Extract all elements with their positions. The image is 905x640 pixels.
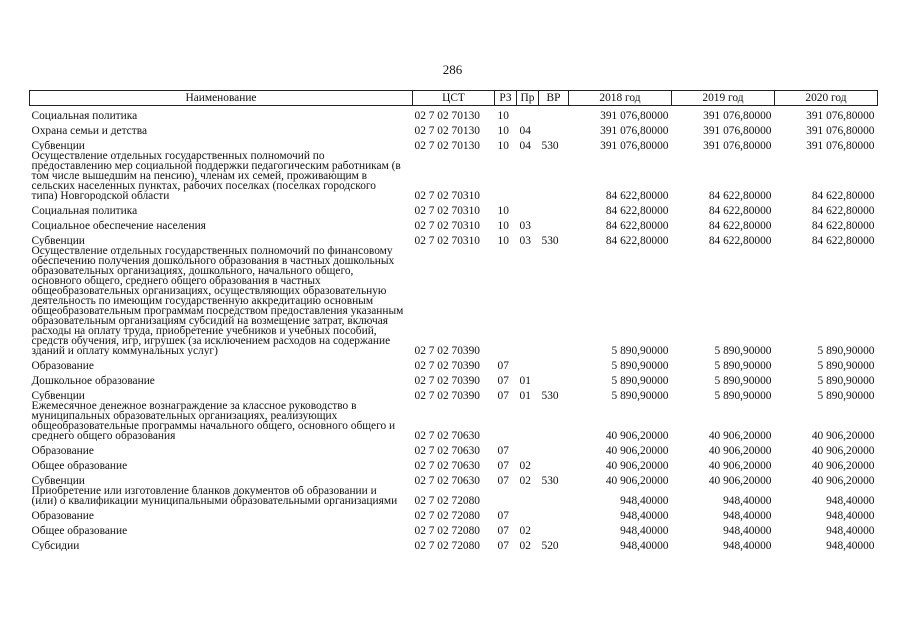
cell-cst: 02 7 02 70130: [414, 110, 480, 121]
cell-rz: 07: [497, 375, 509, 386]
cell-cst: 02 7 02 72080: [414, 510, 480, 521]
cell-2020: 5 890,90000: [817, 375, 875, 386]
cell-name: Социальное обеспечение населения: [31, 220, 206, 231]
cell-2020: 948,40000: [826, 525, 875, 536]
cell-2019: 391 076,80000: [703, 110, 772, 121]
cell-2018: 391 076,80000: [600, 140, 669, 151]
cell-name: Осуществление отдельных государственных полномочий по предоставлению мер социальной поддержки педагогическим работникам (в том числе вышедшим на пенсию), членам их семей, проживающим в сельских населенных пунктах, рабочих поселках (поселках городского типа) Новгородской области: [31, 151, 401, 201]
cell-vr: [539, 401, 569, 441]
cell-rz: 07: [497, 510, 509, 521]
table-row: [30, 401, 878, 441]
cell-pr: 01: [519, 375, 531, 386]
header-cst: ЦСТ: [413, 91, 495, 106]
cell-vr: [539, 371, 569, 386]
cell-vr: 530: [541, 235, 559, 246]
cell-rz: 07: [497, 360, 509, 371]
cell-name: Образование: [31, 445, 94, 456]
cell-rz: 07: [497, 540, 509, 551]
cell-vr: [539, 201, 569, 216]
cell-cst: 02 7 02 72080: [414, 495, 480, 506]
table-row: [30, 506, 878, 521]
cell-2019: 391 076,80000: [703, 125, 772, 136]
cell-2018: 5 890,90000: [611, 375, 669, 386]
cell-2018: 391 076,80000: [600, 125, 669, 136]
cell-2020: 948,40000: [826, 495, 875, 506]
cell-2018: 40 906,20000: [605, 430, 669, 441]
cell-name: Субвенции: [31, 475, 85, 486]
cell-name: Осуществление отдельных государственных полномочий по финансовому обеспечению получения дошкольного образования в частных дошкольных образовательных организациях, дошкольного, начального общего, основного общего, среднего общего образования в частных общеобразовательных организациях, осуществляющих образовательную деятельность по имеющим государственную аккредитацию основным общеобразовательным программам посредством предоставления указанным образовательным организациям субсидий на возмещение затрат, включая расходы на оплату труда, приобретение учебников и учебных пособий, средств обучения, игр, игрушек (за исключением расходов на содержание зданий и оплату коммунальных услуг): [31, 246, 404, 356]
cell-name: Общее образование: [31, 460, 128, 471]
cell-2019: 948,40000: [723, 525, 772, 536]
cell-pr: 03: [519, 235, 531, 246]
cell-pr: 04: [519, 140, 531, 151]
cell-2018: 391 076,80000: [600, 110, 669, 121]
cell-rz: 10: [497, 205, 509, 216]
cell-pr: [517, 151, 539, 201]
header-row: [30, 91, 878, 106]
table-row: [30, 136, 878, 151]
cell-cst: 02 7 02 70630: [414, 430, 480, 441]
cell-cst: 02 7 02 72080: [414, 525, 480, 536]
cell-vr: 520: [541, 540, 559, 551]
cell-rz: 07: [497, 525, 509, 536]
table-row: [30, 371, 878, 386]
page-number: 286: [442, 62, 463, 77]
cell-2018: 948,40000: [620, 510, 669, 521]
cell-2018: 948,40000: [620, 525, 669, 536]
cell-2019: 84 622,80000: [708, 205, 772, 216]
cell-2019: 40 906,20000: [708, 445, 772, 456]
header-2019: 2019 год: [672, 91, 775, 106]
table-row: [30, 486, 878, 506]
cell-pr: 01: [519, 390, 531, 401]
table-row: [30, 386, 878, 401]
cell-2020: 391 076,80000: [806, 125, 875, 136]
cell-rz: 07: [497, 390, 509, 401]
cell-cst: 02 7 02 70390: [414, 375, 480, 386]
cell-2018: 40 906,20000: [605, 445, 669, 456]
cell-cst: 02 7 02 70390: [414, 390, 480, 401]
cell-cst: 02 7 02 70310: [414, 190, 480, 201]
table-header: [30, 91, 878, 106]
cell-2020: 40 906,20000: [811, 445, 875, 456]
cell-2018: 948,40000: [620, 540, 669, 551]
cell-2019: 948,40000: [723, 540, 772, 551]
cell-rz: 07: [497, 445, 509, 456]
cell-2019: 948,40000: [723, 510, 772, 521]
cell-2018: 84 622,80000: [605, 190, 669, 201]
cell-2020: 5 890,90000: [817, 345, 875, 356]
table-row: [30, 441, 878, 456]
cell-2020: 40 906,20000: [811, 460, 875, 471]
table-row: [30, 536, 878, 551]
cell-2018: 84 622,80000: [605, 235, 669, 246]
cell-2020: 84 622,80000: [811, 205, 875, 216]
cell-2019: 40 906,20000: [708, 475, 772, 486]
cell-2018: 948,40000: [620, 495, 669, 506]
cell-2019: 40 906,20000: [708, 460, 772, 471]
cell-pr: [517, 356, 539, 371]
cell-2018: 5 890,90000: [611, 390, 669, 401]
cell-pr: 02: [519, 540, 531, 551]
cell-2020: 40 906,20000: [811, 430, 875, 441]
cell-vr: [539, 441, 569, 456]
cell-rz: 10: [497, 235, 509, 246]
cell-cst: 02 7 02 70310: [414, 220, 480, 231]
cell-2018: 5 890,90000: [611, 345, 669, 356]
cell-2018: 84 622,80000: [605, 205, 669, 216]
cell-name: Дошкольное образование: [31, 375, 155, 386]
cell-2020: 5 890,90000: [817, 390, 875, 401]
cell-2019: 5 890,90000: [714, 375, 772, 386]
cell-pr: 02: [519, 525, 531, 536]
cell-2020: 948,40000: [826, 540, 875, 551]
cell-vr: [539, 151, 569, 201]
cell-2020: 84 622,80000: [811, 190, 875, 201]
table-row: [30, 231, 878, 246]
cell-2018: 84 622,80000: [605, 220, 669, 231]
cell-rz: [495, 246, 517, 356]
header-vr: ВР: [539, 91, 569, 106]
cell-2018: 5 890,90000: [611, 360, 669, 371]
cell-2019: 5 890,90000: [714, 345, 772, 356]
cell-vr: 530: [541, 475, 559, 486]
header-2020: 2020 год: [775, 91, 878, 106]
cell-name: Субвенции: [31, 140, 85, 151]
cell-2020: 40 906,20000: [811, 475, 875, 486]
cell-cst: 02 7 02 70630: [414, 475, 480, 486]
cell-pr: [517, 486, 539, 506]
cell-vr: [539, 506, 569, 521]
cell-2019: 5 890,90000: [714, 360, 772, 371]
cell-pr: 02: [519, 475, 531, 486]
cell-name: Образование: [31, 360, 94, 371]
cell-pr: 03: [519, 220, 531, 231]
cell-vr: [539, 356, 569, 371]
cell-cst: 02 7 02 70130: [414, 125, 480, 136]
cell-vr: [539, 121, 569, 136]
cell-2020: 5 890,90000: [817, 360, 875, 371]
cell-pr: [517, 201, 539, 216]
cell-2019: 40 906,20000: [708, 430, 772, 441]
cell-2020: 391 076,80000: [806, 140, 875, 151]
cell-rz: [495, 151, 517, 201]
cell-pr: 02: [519, 460, 531, 471]
cell-2019: 84 622,80000: [708, 220, 772, 231]
cell-vr: 530: [541, 390, 559, 401]
cell-cst: 02 7 02 70390: [414, 360, 480, 371]
cell-2019: 84 622,80000: [708, 190, 772, 201]
header-rz: РЗ: [495, 91, 517, 106]
table-row: [30, 521, 878, 536]
cell-2019: 948,40000: [723, 495, 772, 506]
table-row: [30, 471, 878, 486]
cell-rz: [495, 486, 517, 506]
cell-vr: [539, 521, 569, 536]
cell-cst: 02 7 02 70130: [414, 140, 480, 151]
cell-vr: 530: [541, 140, 559, 151]
table-row: [30, 356, 878, 371]
cell-2019: 5 890,90000: [714, 390, 772, 401]
cell-vr: [539, 456, 569, 471]
cell-2020: 84 622,80000: [811, 235, 875, 246]
cell-pr: [517, 506, 539, 521]
cell-name: Образование: [31, 510, 94, 521]
table-row: [30, 121, 878, 136]
cell-rz: 07: [497, 475, 509, 486]
cell-pr: [517, 106, 539, 122]
header-name: Наименование: [30, 91, 413, 106]
header-2018: 2018 год: [569, 91, 672, 106]
cell-pr: 04: [519, 125, 531, 136]
cell-name: Социальная политика: [31, 110, 138, 121]
cell-name: Охрана семьи и детства: [31, 125, 147, 136]
cell-rz: 07: [497, 460, 509, 471]
cell-cst: 02 7 02 70630: [414, 460, 480, 471]
table-row: [30, 201, 878, 216]
cell-cst: 02 7 02 70310: [414, 235, 480, 246]
cell-rz: 10: [497, 220, 509, 231]
cell-pr: [517, 441, 539, 456]
cell-2019: 84 622,80000: [708, 235, 772, 246]
cell-2019: 391 076,80000: [703, 140, 772, 151]
cell-vr: [539, 246, 569, 356]
cell-rz: 10: [497, 125, 509, 136]
table-row: [30, 456, 878, 471]
cell-rz: 10: [497, 140, 509, 151]
cell-pr: [517, 246, 539, 356]
cell-name: Субвенции: [31, 390, 85, 401]
table-row: [30, 106, 878, 122]
cell-cst: 02 7 02 70310: [414, 205, 480, 216]
cell-name: Субвенции: [31, 235, 85, 246]
cell-cst: 02 7 02 70390: [414, 345, 480, 356]
cell-2018: 40 906,20000: [605, 475, 669, 486]
cell-name: Общее образование: [31, 525, 128, 536]
cell-vr: [539, 106, 569, 122]
header-pr: Пр: [517, 91, 539, 106]
budget-table: [29, 90, 878, 551]
cell-name: Социальная политика: [31, 205, 138, 216]
cell-2020: 391 076,80000: [806, 110, 875, 121]
cell-name: Приобретение или изготовление бланков документов об образовании и (или) о квалификации муниципальными образовательными организациями: [31, 486, 398, 506]
cell-2020: 948,40000: [826, 510, 875, 521]
table-body: [30, 106, 878, 552]
cell-vr: [539, 216, 569, 231]
cell-rz: 10: [497, 110, 509, 121]
table-row: [30, 151, 878, 201]
table-row: [30, 216, 878, 231]
cell-cst: 02 7 02 72080: [414, 540, 480, 551]
cell-2018: 40 906,20000: [605, 460, 669, 471]
cell-2020: 84 622,80000: [811, 220, 875, 231]
cell-rz: [495, 401, 517, 441]
table-row: [30, 246, 878, 356]
cell-cst: 02 7 02 70630: [414, 445, 480, 456]
cell-pr: [517, 401, 539, 441]
cell-name: Ежемесячное денежное вознаграждение за классное руководство в муниципальных образовательных организациях, реализующих общеобразовательные программы начального общего, основного общего и среднего общего образования: [31, 401, 396, 441]
cell-vr: [539, 486, 569, 506]
cell-name: Субсидии: [31, 540, 80, 551]
